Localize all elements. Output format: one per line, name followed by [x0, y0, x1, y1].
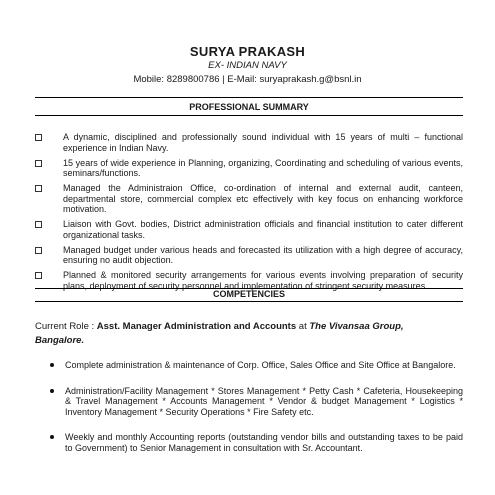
- checkbox-bullet-icon: [35, 247, 42, 254]
- current-role-label: Current Role :: [35, 321, 95, 332]
- competency-item: [35, 432, 463, 453]
- competencies-section-title: COMPETENCIES: [212, 289, 285, 299]
- summary-item-text: 15 years of wide experience in Planning, organizing, Coordinating and scheduling of various events, seminars/functions.: [63, 157, 463, 178]
- bullet-dot-icon: [50, 389, 54, 393]
- checkbox-bullet-icon: [35, 134, 42, 141]
- competency-item: [35, 360, 463, 371]
- summary-item-text: Managed budget under various heads and forecasted its utilization with a high degree of accuracy, ensuring no audit objection.: [63, 244, 463, 265]
- summary-title-underline: [35, 115, 463, 116]
- candidate-name: SURYA PRAKASH: [189, 44, 306, 59]
- contact-line: Mobile: 8289800786 | E-Mail: suryaprakash.g@bsnl.in: [133, 74, 362, 85]
- checkbox-bullet-icon: [35, 185, 42, 192]
- summary-list: [35, 132, 463, 296]
- competency-item: [35, 386, 463, 418]
- checkbox-bullet-icon: [35, 160, 42, 167]
- summary-section-title: PROFESSIONAL SUMMARY: [189, 102, 309, 112]
- competency-item-text: Weekly and monthly Accounting reports (outstanding vendor bills and outstanding taxes to be paid to Government) to Senior Management in consultation with Sr. Accountant.: [65, 432, 463, 453]
- competency-item-text: Administration/Facility Management * Stores Management * Petty Cash * Cafeteria, Housekeeping & Travel Management * Accounts Management * Vendor & budget Management * Logistics * Inventory Management * Security Operations * Fire Safety etc.: [65, 385, 463, 417]
- competencies-title-underline: [35, 301, 463, 302]
- bullet-dot-icon: [50, 363, 54, 367]
- summary-item: [35, 183, 463, 215]
- header-divider: [35, 97, 463, 98]
- competency-item-text: Complete administration & maintenance of Corp. Office, Sales Office and Site Office at Bangalore.: [65, 360, 456, 370]
- summary-item-text: Planned & monitored security arrangements for various events involving preparation of security plans, deployment of security personnel and implementation of stringent security measures.: [63, 270, 463, 291]
- current-role: [35, 320, 463, 348]
- current-role-org: The Vivansaa Group,: [309, 321, 404, 332]
- summary-item: [35, 132, 463, 153]
- bullet-dot-icon: [50, 435, 54, 439]
- summary-item-text: Liaison with Govt. bodies, District administration officials and financial institution to cater different organizational tasks.: [63, 219, 463, 240]
- summary-item: [35, 219, 463, 240]
- candidate-subtitle: EX- INDIAN NAVY: [208, 60, 287, 71]
- competencies-list: [35, 360, 463, 468]
- summary-item-text: Managed the Administraion Office, co-ordination of internal and external audit, canteen, departmental store, commercial complex etc effectively with key focus on enhancing workforce motivation.: [63, 183, 463, 214]
- current-role-location: Bangalore.: [35, 335, 85, 346]
- current-role-title: Asst. Manager Administration and Accounts: [96, 321, 297, 332]
- checkbox-bullet-icon: [35, 221, 42, 228]
- summary-item: [35, 158, 463, 179]
- summary-item: [35, 245, 463, 266]
- current-role-at: at: [298, 321, 307, 332]
- summary-item-text: A dynamic, disciplined and professionally sound individual with 15 years of multi – functional experience in Indian Navy.: [63, 132, 463, 153]
- checkbox-bullet-icon: [35, 272, 42, 279]
